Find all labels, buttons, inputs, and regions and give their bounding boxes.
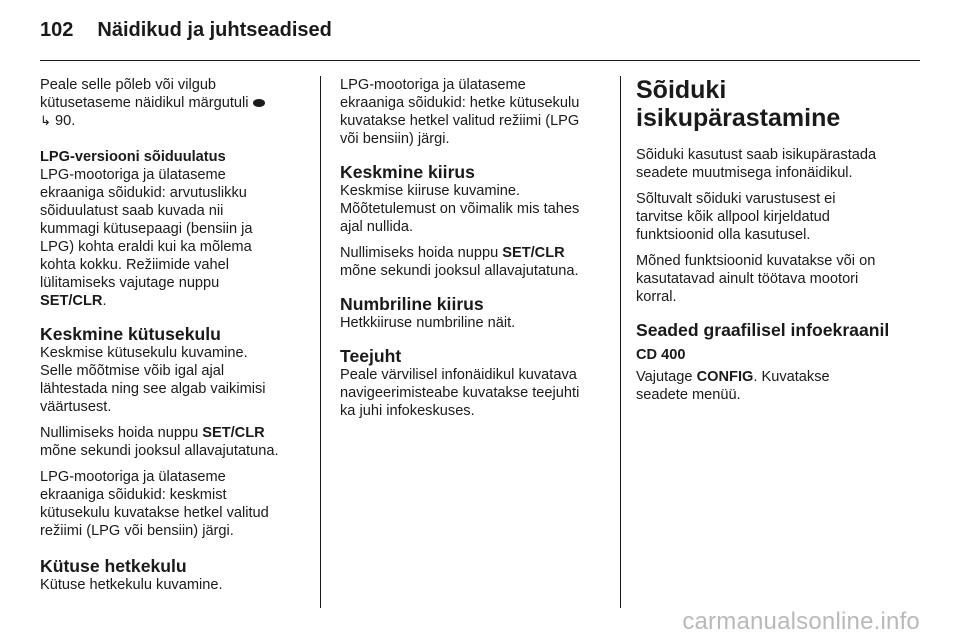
column-divider-1 [320,76,321,608]
text-line: funktsioonid olla kasutusel. [636,227,811,243]
text-line: kasutatavad ainult töötava mootori [636,271,859,287]
avg-speed-heading: Keskmine kiirus [340,162,475,182]
text-line: ekraaniga sõidukid: keskmist [40,487,227,503]
text-line: väärtusest. [40,399,112,415]
page-title: Näidikud ja juhtseadised [97,19,332,41]
navigation-heading: Teejuht [340,346,402,366]
navigation-paragraph [340,366,608,420]
text-line: kütusetaseme näidikul märgutuli [40,95,249,111]
intro-paragraph [40,76,308,130]
section-heading [636,76,916,132]
text-line: Hetkkiiruse numbriline näit. [340,315,516,331]
text-line: mõne sekundi jooksul allavajutatuna. [40,443,279,459]
text-line: mõne sekundi jooksul allavajutatuna. [340,263,579,279]
text-line: Peale värvilisel infonäidikul kuvatava [340,367,577,383]
text-line: kütusekulu kuvatakse hetkel valitud [40,505,269,521]
text-line: ka juhi infokeskuses. [340,403,475,419]
column-1 [40,76,308,602]
text-line: Nullimiseks hoida nuppu [340,245,503,261]
cd400-subheading: CD 400 [636,347,686,363]
instant-consumption-heading: Kütuse hetkekulu [40,556,187,576]
page-reference-arrow-icon: ↳ [40,113,51,128]
text-line: Mõõtetulemust on võimalik mis tahes [340,201,580,217]
text-line: Nullimiseks hoida nuppu [40,425,203,441]
button-name: SET/CLR [40,293,103,309]
text-line: kuvatakse hetkel valitud režiimi (LPG [340,113,580,129]
text-line: kummagi kütusepaagi (bensiin ja [40,221,253,237]
instant-consumption-paragraph [40,576,308,594]
fuel-warning-lamp-icon [253,99,265,107]
text-line: Keskmise kiiruse kuvamine. [340,183,521,199]
text-line: Sõiduki kasutust saab isikupärastada [636,147,877,163]
column-divider-2 [620,76,621,608]
text-line: korral. [636,289,677,305]
text-line: LPG-mootoriga ja ülataseme [40,469,226,485]
text-line: seadete menüü. [636,387,741,403]
avg-speed-paragraph [340,182,608,236]
text-line: Mõned funktsioonid kuvatakse või on [636,253,876,269]
text-line: . Kuvatakse [753,369,830,385]
text-line: Selle mõõtmise võib igal ajal [40,363,225,379]
lpg-range-heading: LPG-versiooni sõiduulatus [40,149,226,165]
page-header [40,19,332,47]
button-name: CONFIG [696,369,754,385]
text-line: kohta kokku. Režiimide vahel [40,257,229,273]
text-line: lähtestada ning see algab vaikimisi [40,381,266,397]
digital-speed-paragraph [340,314,608,332]
text-line: LPG-mootoriga ja ülataseme [340,77,526,93]
text-line: Keskmise kütusekulu kuvamine. [40,345,248,361]
page-number: 102 [40,19,74,41]
heading-line: isikupärastamine [636,104,841,132]
text-line: ajal nullida. [340,219,414,235]
header-rule [40,60,920,61]
avg-consumption-paragraph [40,344,308,416]
personalization-paragraph-1 [636,146,916,182]
personalization-paragraph-2 [636,190,916,244]
text-line: või bensiin) järgi. [340,131,450,147]
lpg-range-paragraph [40,166,308,310]
avg-consumption-heading: Keskmine kütusekulu [40,324,221,344]
text-line: LPG-mootoriga ja ülataseme [40,167,226,183]
column-2 [340,76,608,428]
button-name: SET/CLR [502,245,565,261]
text-line: Kütuse hetkekulu kuvamine. [40,577,223,593]
text-line: ekraaniga sõidukid: arvutuslikku [40,185,247,201]
column-3 [636,76,916,412]
avg-reset-paragraph [40,424,308,460]
digital-speed-heading: Numbriline kiirus [340,294,484,314]
page-reference: 90. [54,113,76,129]
lpg-instant-paragraph [340,76,608,148]
text-line: Vajutage [636,369,697,385]
avg-speed-reset-paragraph [340,244,608,280]
text-line: režiimi (LPG või bensiin) järgi. [40,523,234,539]
text-line: lülitamiseks vajutage nuppu [40,275,220,291]
text-line: seadete muutmisega infonäidikul. [636,165,853,181]
text-line: tarvitse kõik allpool kirjeldatud [636,209,830,225]
personalization-paragraph-3 [636,252,916,306]
text-punct: . [102,293,107,309]
config-paragraph [636,368,916,404]
heading-line: Sõiduki [636,76,727,104]
text-line: ekraaniga sõidukid: hetke kütusekulu [340,95,580,111]
avg-lpg-paragraph [40,468,308,540]
button-name: SET/CLR [202,425,265,441]
settings-heading: Seaded graafilisel infoekraanil [636,320,890,340]
watermark: carmanualsonline.info [682,608,920,635]
text-line: LPG) kohta eraldi kui ka mõlema [40,239,252,255]
text-line: Sõltuvalt sõiduki varustusest ei [636,191,836,207]
text-line: Peale selle põleb või vilgub [40,77,217,93]
text-line: sõiduulatust saab kuvada nii [40,203,224,219]
text-line: navigeerimisteabe kuvatakse teejuhti [340,385,580,401]
